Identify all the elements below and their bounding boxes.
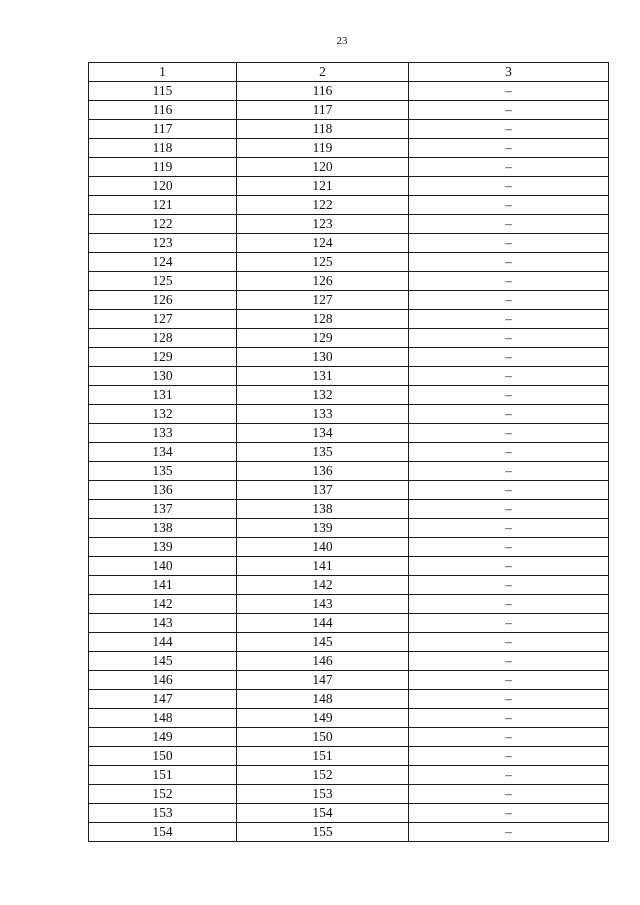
table-cell-col2: 152: [237, 766, 409, 785]
table-cell-col1: 137: [89, 500, 237, 519]
table-cell-col1: 146: [89, 671, 237, 690]
header-row: [89, 63, 609, 82]
table-cell-col1: 129: [89, 348, 237, 367]
table-cell-col1: 154: [89, 823, 237, 842]
table-cell-col1: 134: [89, 443, 237, 462]
table-cell-col3: –: [409, 443, 609, 462]
table-body: [89, 82, 609, 842]
table-row: [89, 462, 609, 481]
table-cell-col1: 151: [89, 766, 237, 785]
table-cell-col3: –: [409, 538, 609, 557]
table-cell-col2: 137: [237, 481, 409, 500]
table-cell-col2: 123: [237, 215, 409, 234]
table-row: [89, 310, 609, 329]
table-header: [89, 63, 609, 82]
table-cell-col3: –: [409, 158, 609, 177]
table-cell-col1: 142: [89, 595, 237, 614]
table-cell-col2: 128: [237, 310, 409, 329]
table-cell-col1: 120: [89, 177, 237, 196]
table-cell-col3: –: [409, 690, 609, 709]
table-row: [89, 291, 609, 310]
table-row: [89, 519, 609, 538]
table-cell-col3: –: [409, 785, 609, 804]
table-row: [89, 671, 609, 690]
table-cell-col3: –: [409, 215, 609, 234]
table-cell-col1: 152: [89, 785, 237, 804]
table-cell-col3: –: [409, 272, 609, 291]
table-cell-col2: 151: [237, 747, 409, 766]
table-cell-col1: 133: [89, 424, 237, 443]
table-row: [89, 785, 609, 804]
table-cell-col1: 126: [89, 291, 237, 310]
table-row: [89, 272, 609, 291]
table-cell-col3: –: [409, 82, 609, 101]
table-cell-col1: 125: [89, 272, 237, 291]
table-cell-col2: 144: [237, 614, 409, 633]
table-cell-col3: –: [409, 291, 609, 310]
table-cell-col3: –: [409, 652, 609, 671]
table-cell-col3: –: [409, 196, 609, 215]
table-cell-col2: 129: [237, 329, 409, 348]
table-cell-col2: 150: [237, 728, 409, 747]
table-cell-col3: –: [409, 101, 609, 120]
table-row: [89, 177, 609, 196]
table-row: [89, 747, 609, 766]
table-cell-col1: 147: [89, 690, 237, 709]
table-row: [89, 481, 609, 500]
table-cell-col2: 127: [237, 291, 409, 310]
table-row: [89, 348, 609, 367]
table-cell-col2: 146: [237, 652, 409, 671]
table-cell-col2: 155: [237, 823, 409, 842]
table-cell-col1: 119: [89, 158, 237, 177]
table-cell-col1: 143: [89, 614, 237, 633]
table-cell-col1: 153: [89, 804, 237, 823]
table-row: [89, 196, 609, 215]
table-cell-col1: 141: [89, 576, 237, 595]
table-cell-col2: 121: [237, 177, 409, 196]
table-cell-col2: 153: [237, 785, 409, 804]
table-cell-col1: 139: [89, 538, 237, 557]
table-cell-col3: –: [409, 329, 609, 348]
table-cell-col1: 121: [89, 196, 237, 215]
table-cell-col3: –: [409, 348, 609, 367]
table-row: [89, 500, 609, 519]
table-row: [89, 709, 609, 728]
table-row: [89, 101, 609, 120]
data-table: [88, 62, 609, 842]
table-cell-col3: –: [409, 709, 609, 728]
table-cell-col2: 154: [237, 804, 409, 823]
table-cell-col3: –: [409, 747, 609, 766]
table-cell-col2: 142: [237, 576, 409, 595]
table-cell-col2: 116: [237, 82, 409, 101]
table-cell-col1: 138: [89, 519, 237, 538]
table-cell-col2: 136: [237, 462, 409, 481]
table-cell-col3: –: [409, 500, 609, 519]
column-header-3: 3: [409, 63, 609, 82]
table-cell-col1: 118: [89, 139, 237, 158]
table-cell-col2: 131: [237, 367, 409, 386]
table-cell-col3: –: [409, 595, 609, 614]
table-cell-col2: 147: [237, 671, 409, 690]
table-cell-col2: 139: [237, 519, 409, 538]
table-cell-col3: –: [409, 633, 609, 652]
table-cell-col2: 120: [237, 158, 409, 177]
table-row: [89, 576, 609, 595]
page-number: 23: [336, 35, 348, 47]
table-row: [89, 120, 609, 139]
table-cell-col3: –: [409, 766, 609, 785]
table-cell-col3: –: [409, 728, 609, 747]
table-cell-col1: 115: [89, 82, 237, 101]
table-row: [89, 557, 609, 576]
table-cell-col3: –: [409, 120, 609, 139]
table-cell-col2: 125: [237, 253, 409, 272]
table-cell-col2: 130: [237, 348, 409, 367]
table-cell-col2: 132: [237, 386, 409, 405]
table-row: [89, 158, 609, 177]
table-cell-col2: 122: [237, 196, 409, 215]
table-cell-col3: –: [409, 804, 609, 823]
table-cell-col2: 148: [237, 690, 409, 709]
table-cell-col2: 140: [237, 538, 409, 557]
table-row: [89, 443, 609, 462]
table-cell-col1: 130: [89, 367, 237, 386]
table-cell-col1: 124: [89, 253, 237, 272]
table-cell-col2: 141: [237, 557, 409, 576]
column-header-2: 2: [237, 63, 409, 82]
table-cell-col3: –: [409, 576, 609, 595]
table-row: [89, 405, 609, 424]
table-cell-col1: 131: [89, 386, 237, 405]
table-cell-col2: 118: [237, 120, 409, 139]
table-cell-col2: 135: [237, 443, 409, 462]
table-cell-col3: –: [409, 386, 609, 405]
table-row: [89, 595, 609, 614]
table-row: [89, 367, 609, 386]
table-cell-col3: –: [409, 405, 609, 424]
table-cell-col2: 145: [237, 633, 409, 652]
table-row: [89, 386, 609, 405]
table-cell-col1: 117: [89, 120, 237, 139]
table-cell-col1: 132: [89, 405, 237, 424]
table-row: [89, 424, 609, 443]
column-header-1: 1: [89, 63, 237, 82]
table-cell-col3: –: [409, 557, 609, 576]
table-cell-col3: –: [409, 671, 609, 690]
table-cell-col2: 138: [237, 500, 409, 519]
table-row: [89, 766, 609, 785]
table-cell-col2: 133: [237, 405, 409, 424]
table-cell-col1: 136: [89, 481, 237, 500]
table-cell-col1: 145: [89, 652, 237, 671]
table-row: [89, 538, 609, 557]
table-cell-col2: 134: [237, 424, 409, 443]
table-cell-col2: 126: [237, 272, 409, 291]
table-cell-col3: –: [409, 367, 609, 386]
table-cell-col3: –: [409, 614, 609, 633]
table-cell-col3: –: [409, 253, 609, 272]
table-row: [89, 139, 609, 158]
table-cell-col3: –: [409, 462, 609, 481]
table-row: [89, 329, 609, 348]
table-cell-col1: 150: [89, 747, 237, 766]
table-cell-col1: 144: [89, 633, 237, 652]
table-cell-col3: –: [409, 519, 609, 538]
table-cell-col1: 148: [89, 709, 237, 728]
table-row: [89, 215, 609, 234]
table-cell-col1: 140: [89, 557, 237, 576]
table-row: [89, 804, 609, 823]
table-cell-col2: 124: [237, 234, 409, 253]
table-cell-col2: 119: [237, 139, 409, 158]
table-cell-col3: –: [409, 481, 609, 500]
table-cell-col1: 128: [89, 329, 237, 348]
table-row: [89, 253, 609, 272]
table-row: [89, 633, 609, 652]
table-row: [89, 234, 609, 253]
table-row: [89, 728, 609, 747]
table-cell-col3: –: [409, 424, 609, 443]
table-row: [89, 82, 609, 101]
table-row: [89, 690, 609, 709]
table-cell-col1: 122: [89, 215, 237, 234]
table-cell-col1: 116: [89, 101, 237, 120]
table-cell-col1: 135: [89, 462, 237, 481]
table-cell-col1: 127: [89, 310, 237, 329]
table-cell-col3: –: [409, 139, 609, 158]
table-row: [89, 614, 609, 633]
table-cell-col1: 123: [89, 234, 237, 253]
table-cell-col2: 117: [237, 101, 409, 120]
table-cell-col3: –: [409, 234, 609, 253]
table-cell-col1: 149: [89, 728, 237, 747]
table-cell-col2: 149: [237, 709, 409, 728]
table-cell-col3: –: [409, 310, 609, 329]
table-row: [89, 652, 609, 671]
table-cell-col2: 143: [237, 595, 409, 614]
table-cell-col3: –: [409, 823, 609, 842]
table-row: [89, 823, 609, 842]
table-cell-col3: –: [409, 177, 609, 196]
